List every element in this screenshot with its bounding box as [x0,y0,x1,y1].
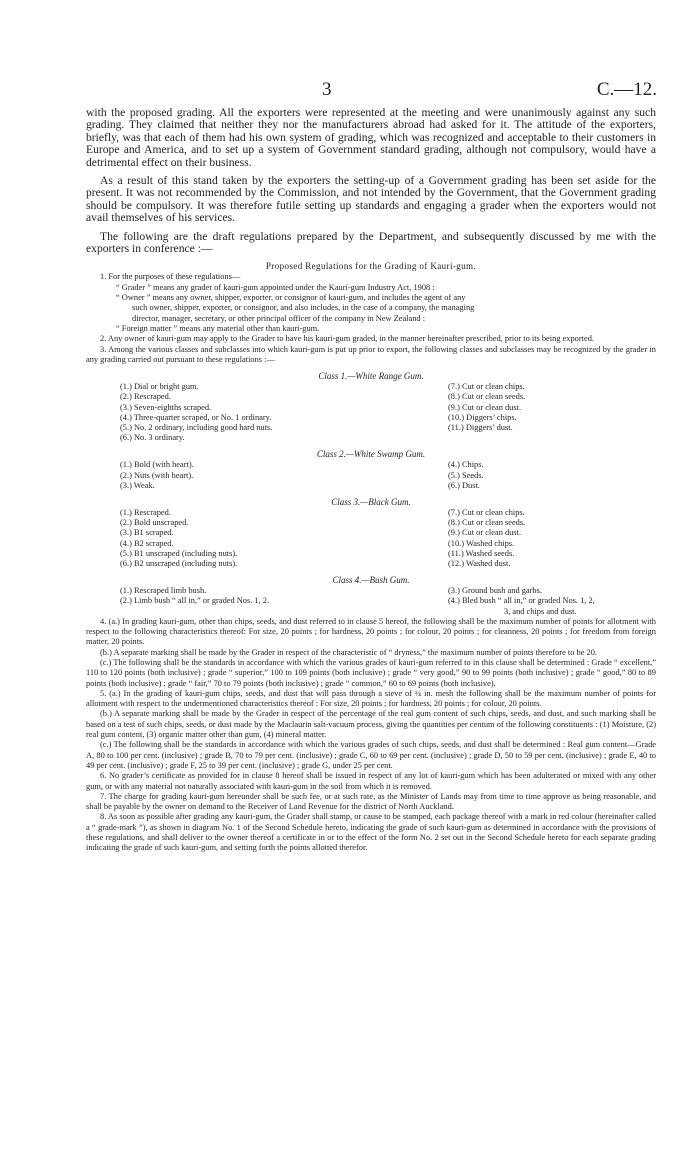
list-item: (3.) Seven-eighths scraped. [120,402,212,412]
regulation-7: 7. The charge for grading kauri-gum hereunder shall be such fee, or at such rate, as the Minister of Lands may from time to time approve as being reasonable, and shall be payable by the owner on demand to the Receiver of Land Revenue for the district of North Auckland. [86,791,656,812]
regulation-5a: 5. (a.) In the grading of kauri-gum chips, seeds, and dust that will pass through a sieve of ¼ in. mesh the following shall be the maximum number of points for allotment with respect to the undermentioned characteristics thereof : For size, 20 points ; for hardness, 20 points ; for colour, 20 points. [86,688,656,709]
class-title: Class 1.—White Range Gum. [318,371,424,382]
class-list [86,508,656,569]
class-title: Class 2.—White Swamp Gum. [316,449,426,460]
list-item: (4.) B2 scraped. [120,538,174,548]
regulation-4b: (b.) A separate marking shall be made by the Grader in respect of the characteristic of “ dryness,” the maximum number of points therefore to be 20. [100,647,597,657]
class-list [86,586,656,617]
list-item: (6.) Dust. [448,480,480,490]
definition-owner-cont: director, manager, secretary, or other principal officer of the company in New Zealand : [132,313,426,323]
list-item: (5.) Seeds. [448,470,484,480]
regulation-8: 8. As soon as possible after grading any kauri-gum, the Grader shall stamp, or cause to be stamped, each package thereof with a mark in red colour (hereinafter called a “ grade-mark ”), as shown in diagram No. 1 of the Second Schedule hereto, indicating the grade of such kauri-gum as determined in accordance with the provisions of these regulations, and shall deliver to the owner thereof a certificate in or to the effect of the form No. 2 set out in the Second Schedule hereto for each separate grading indicating the grade of such kauri-gum, and setting forth the points allotted therefor. [86,812,656,853]
list-item: (6.) No. 3 ordinary. [120,433,185,443]
regulation-5c: (c.) The following shall be the standards in accordance with which the various grades of such chips, seeds, and dust shall be determined : Real gum content—Grade A, 80 to 100 per cent. (inclusive) ; grade B, 70 to 79 per cent. (inclusive) ; grade C, 60 to 69 per cent. (inclusive) ; grade D, 50 to 59 per cent. (inclusive) ; grade E, 40 to 49 per cent. (inclusive) ; grade F, 25 to 39 per cent. (inclusive) ; grade G, under 25 per cent. [86,740,656,770]
regulation-4a: 4. (a.) In grading kauri-gum, other than chips, seeds, and dust referred to in clause 5 hereof, the following shall be the maximum number of points for allotment with respect to the following characteristics thereof: For size, 20 points ; for hardness, 20 points ; for colour, 20 points ; for cleanness, 20 points ; for freedom from foreign matter, 20 points. [86,616,656,647]
list-item: (2.) Rescraped. [120,392,171,402]
list-item: (1.) Rescraped. [120,507,171,517]
list-item-continuation: 3, and chips and dust. [504,606,577,616]
list-item: (10.) Washed chips. [448,538,515,548]
list-item: (6.) B2 unscraped (including nuts). [120,558,238,568]
list-item: (3.) Weak. [120,480,155,490]
list-item: (7.) Cut or clean chips. [448,507,525,517]
definition-owner-cont: such owner, shipper, exporter, or consignor, and also includes, in the case of a company, the managing [132,303,475,313]
list-item: (3.) B1 scraped. [120,528,174,538]
class-title: Class 3.—Black Gum. [331,496,411,507]
list-item: (11.) Washed seeds. [448,548,515,558]
list-item: (1.) Bold (with heart). [120,460,194,470]
list-item: (2.) Nuts (with heart). [120,470,194,480]
regulation-4c: (c.) The following shall be the standards in accordance with which the various grades of kauri-gum referred to in this clause shall be determined : Grade “ excellent,” 110 to 120 points (both inclusive) ; grade “ superior,” 100 to 109 points (both inclusive) ; grade “ very good,” 90 to 99 points (both inclusive) ; grade “ good,” 80 to 89 points (both inclusive) ; grade “ fair,” 70 to 79 points (both inclusive) ; grade “ common,” 60 to 69 points (both inclusive). [86,657,656,688]
list-item: (1.) Dial or bright gum. [120,382,199,392]
regulation-2: 2. Any owner of kauri-gum may apply to the Grader to have his kauri-gum graded, in the manner hereinafter prescribed, prior to its being exported. [100,334,594,344]
list-item: (4.) Chips. [448,460,484,470]
regulations-title: Proposed Regulations for the Grading of Kauri-gum. [265,261,477,272]
list-item: (5.) No. 2 ordinary, including good hard nuts. [120,422,273,432]
regulation-6: 6. No grader’s certificate as provided for in clause 8 hereof shall be issued in respect of any lot of kauri-gum which has been adulterated or mixed with any other gum, or with any material not naturally associated with kauri-gum in the soil from which it is removed. [86,771,656,791]
list-item: (8.) Cut or clean seeds. [448,518,526,528]
class-title: Class 4.—Bush Gum. [332,575,410,586]
list-item: (4.) Bled bush “ all in,” or graded Nos. 1, 2, [448,596,595,606]
list-item: (9.) Cut or clean dust. [448,528,522,538]
page-number: 3 [322,79,332,100]
list-item: (7.) Cut or clean chips. [448,382,525,392]
regulation-1-intro: 1. For the purposes of these regulations— [100,272,241,282]
paragraph: The following are the draft regulations prepared by the Department, and subsequently discussed by me with the exporters in conference :— [86,229,656,256]
definition-grader: “ Grader ” means any grader of kauri-gum appointed under the Kauri-gum Industry Act, 1908 : [116,282,435,292]
paragraph: As a result of this stand taken by the exporters the setting-up of a Government grading has been set aside for the present. It was not recommended by the Commission, and not intended by the Government, that the Government grading should be compulsory. It was therefore futile setting up standards and engaging a grader when the exporters would not avail themselves of his services. [86,174,656,225]
regulation-3: 3. Among the various classes and subclasses into which kauri-gum is put up prior to export, the following classes and subclasses may be recognized by the grader in any grading carried out pursuant to these regulations :— [86,344,656,364]
list-item: (11.) Diggers’ dust. [448,422,513,432]
regulation-5b: (b.) A separate marking shall be made by the Grader in respect of the percentage of the real gum content of such chips, seeds, and dust, and such marking shall be based on a test of such chips, seeds, or dust made by the Maclaurin salt-vacuum process, giving the quantities per centum of the following constituents : (1) Moisture, (2) real gum content, (3) organic matter other than gum, (4) mineral matter. [86,709,656,740]
list-item: (10.) Diggers’ chips. [448,412,517,422]
definition-owner: “ Owner ” means any owner, shipper, exporter, or consignor of kauri-gum, and includes the agent of any [116,293,466,303]
list-item: (2.) Limb bush “ all in,” or graded Nos. 1, 2. [120,596,270,606]
list-item: (5.) B1 unscraped (including nuts). [120,548,238,558]
definition-foreign-matter: “ Foreign matter ” means any material other than kauri-gum. [116,323,320,333]
list-item: (2.) Bold unscraped. [120,518,189,528]
paragraph: with the proposed grading. All the exporters were represented at the meeting and were unanimously against any such grading. They claimed that neither they nor the manufacturers abroad had asked for it. The attitude of the exporters, briefly, was that each of them had his own system of grading, which was recognized and acceptable to their customers in Europe and America, and to set up a system of Government standard grading, although not compulsory, would have a detrimental effect on their business. [86,106,656,169]
list-item: (4.) Three-quarter scraped, or No. 1 ordinary. [120,412,272,422]
page-body [86,107,656,854]
list-item: (12.) Washed dust. [448,558,511,568]
class-list [86,460,656,491]
list-item: (3.) Ground bush and garbs. [448,586,542,596]
document-reference: C.—12. [596,79,657,100]
page-header [0,79,700,101]
class-list [86,382,656,443]
list-item: (9.) Cut or clean dust. [448,402,522,412]
list-item: (8.) Cut or clean seeds. [448,392,526,402]
list-item: (1.) Rescraped limb bush. [120,586,207,596]
